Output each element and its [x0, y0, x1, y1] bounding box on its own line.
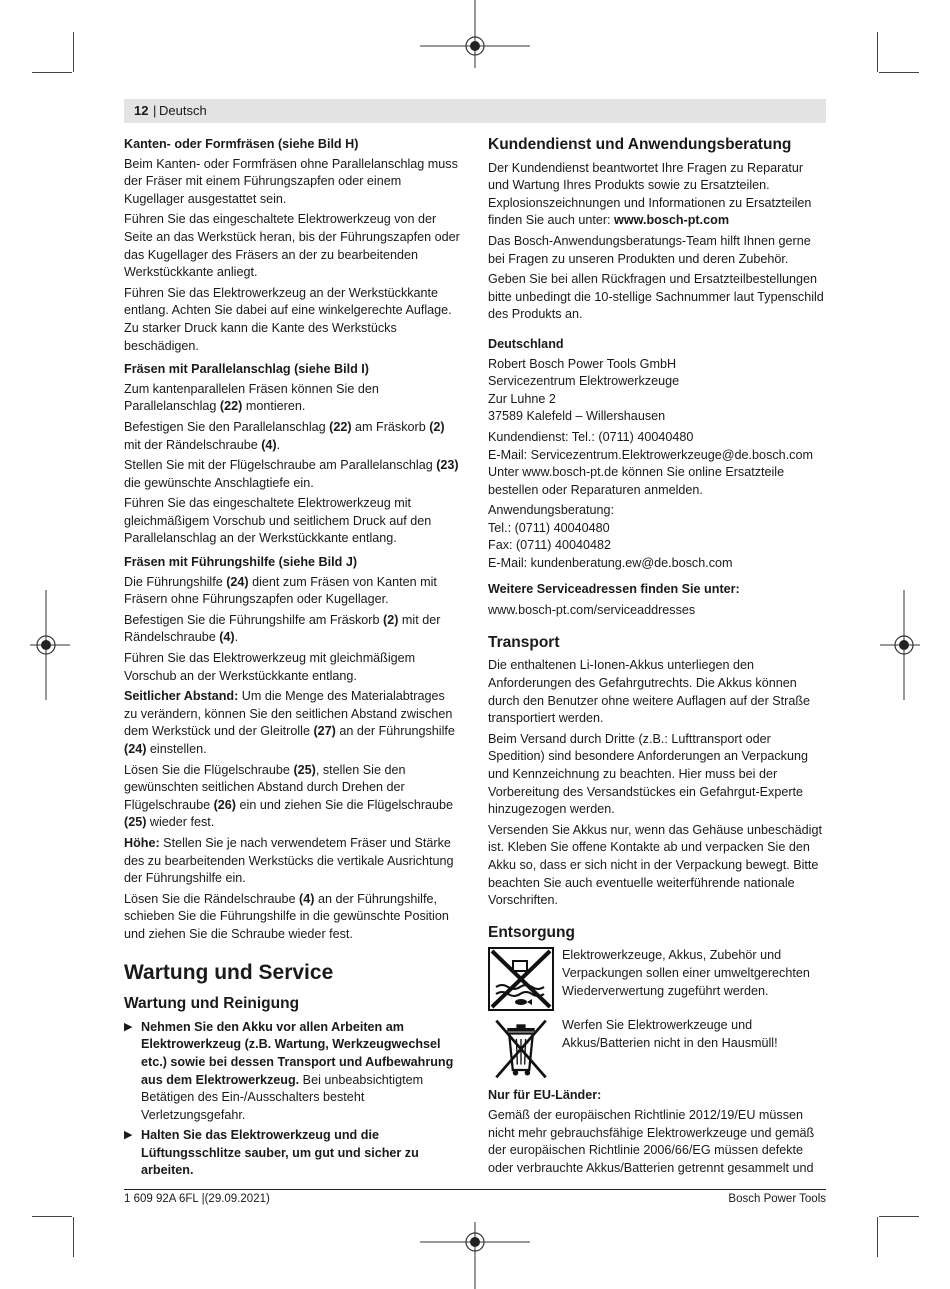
- paragraph: Geben Sie bei allen Rückfragen und Ersatzteilbestellungen bitte unbedingt die 10-stellige Sachnummer laut Typenschild des Produkts an.: [488, 272, 824, 322]
- paragraph: Zum kantenparallelen Fräsen können Sie den Parallelanschlag (22) montieren.: [124, 381, 379, 414]
- page-header: [124, 99, 826, 123]
- paragraph: Höhe: Stellen Sie je nach verwendetem Fräser und Stärke des zu bearbeitenden Werkstücks die vertikale Ausrichtung der Führungshilfe ein.: [124, 835, 454, 886]
- disposal-text: Werfen Sie Elektrowerkzeuge und Akkus/Batterien nicht in den Hausmüll!: [562, 1018, 778, 1050]
- header-language: Deutsch: [159, 103, 207, 118]
- footer-rule: [124, 1189, 826, 1190]
- no-sea-dumping-icon: [488, 947, 554, 1011]
- section-heading: Kanten- oder Formfräsen (siehe Bild H): [124, 137, 359, 151]
- section-heading: Fräsen mit Führungshilfe (siehe Bild J): [124, 555, 358, 570]
- paragraph: Befestigen Sie den Parallelanschlag (22) am Fräskorb (2) mit der Rändelschraube (4).: [124, 419, 445, 452]
- paragraph: Der Kundendienst beantwortet Ihre Fragen zu Reparatur und Wartung Ihres Produkts sowie zu Ersatzteilen. Explosionszeichnungen und Informationen zu Ersatzteilen finden Sie auch unter: www.bosch-pt.com: [488, 160, 812, 228]
- right-column: [488, 136, 824, 1180]
- paragraph: Die Führungshilfe (24) dient zum Fräsen von Kanten mit Fräsern ohne Führungszapfen oder Kugellager.: [124, 574, 437, 607]
- paragraph: Lösen Sie die Flügelschraube (25), stellen Sie den gewünschten seitlichen Abstand durch Drehen der Flügelschraube (26) ein und ziehen Sie die Flügelschraube (25) wieder fest.: [124, 762, 454, 830]
- doc-id: 1 609 92A 6FL: [124, 1193, 199, 1205]
- registration-mark-right: [880, 590, 920, 700]
- bullet-arrow-icon: ▶: [124, 1129, 133, 1142]
- service-url: www.bosch-pt.com/serviceaddresses: [488, 603, 696, 618]
- paragraph: Stellen Sie mit der Flügelschraube am Parallelanschlag (23) die gewünschte Anschlagtiefe ein.: [124, 458, 459, 490]
- contact-block: Kundendienst: Tel.: (0711) 40040480 E-Mail: Servicezentrum.Elektrowerkzeuge@de.bosch.com Unter www.bosch-pt.de können Sie online Ersatzteile bestellen oder Reparaturen anmelden.: [488, 429, 813, 497]
- paragraph: Führen Sie das eingeschaltete Elektrowerkzeug mit gleichmäßigem Vorschub und seitlichem Druck auf den Parallelanschlag an der Werkstückkante entlang.: [124, 496, 432, 546]
- header-separator: |: [153, 103, 157, 118]
- bullet-arrow-icon: ▶: [124, 1020, 133, 1033]
- left-column: [124, 136, 460, 1183]
- disposal-item: [488, 947, 824, 1011]
- address-block: Robert Bosch Power Tools GmbH Servicezentrum Elektrowerkzeuge Zur Luhne 2 37589 Kalefeld – Willershausen: [488, 356, 680, 424]
- chapter-heading: Wartung und Service: [124, 960, 334, 984]
- registration-mark-bottom: [420, 1222, 530, 1289]
- doc-date: (29.09.2021): [204, 1193, 270, 1205]
- section-heading: Entsorgung: [488, 923, 575, 941]
- section-heading: Weitere Serviceadressen finden Sie unter:: [488, 581, 740, 596]
- section-heading: Wartung und Reinigung: [124, 995, 300, 1013]
- paragraph: Führen Sie das Elektrowerkzeug mit gleichmäßigem Vorschub an der Werkstückkante entlang.: [124, 651, 416, 683]
- disposal-text: Elektrowerkzeuge, Akkus, Zubehör und Verpackungen sollen einer umweltgerechten Wiederverwertung zugeführt werden.: [562, 948, 810, 998]
- safety-bullet: ▶ Nehmen Sie den Akku vor allen Arbeiten am Elektrowerkzeug (z.B. Wartung, Werkzeugwechsel etc.) sowie bei dessen Transport und Aufbewahrung aus dem Elektrowerkzeug. Bei unbeabsichtigtem Betätigen des Ein-/Ausschalters besteht Verletzungsgefahr.: [124, 1019, 454, 1122]
- section-heading: Kundendienst und Anwendungsberatung: [488, 136, 792, 153]
- paragraph: Das Bosch-Anwendungsberatungs-Team hilft Ihnen gerne bei Fragen zu unseren Produkten und deren Zubehör.: [488, 233, 811, 266]
- registration-mark-top: [420, 0, 530, 70]
- paragraph: Lösen Sie die Rändelschraube (4) an der Führungshilfe, schieben Sie die Führungshilfe in die gewünschte Position und ziehen Sie die Schraube wieder fest.: [124, 891, 449, 941]
- safety-bullet: ▶ Halten Sie das Elektrowerkzeug und die Lüftungsschlitze sauber, um gut und sicher zu arbeiten.: [124, 1128, 419, 1178]
- disposal-item: [488, 1017, 824, 1081]
- footer-separator: |: [201, 1193, 205, 1205]
- crossed-bin-icon: [488, 1017, 554, 1081]
- paragraph: Versenden Sie Akkus nur, wenn das Gehäuse unbeschädigt ist. Kleben Sie offene Kontakte ab und verpacken Sie den Akku so, dass er sich nicht in der Verpackung bewegt. Bitte beachten Sie auch eventuelle weiterführende nationale Vorschriften.: [488, 822, 822, 908]
- footer-brand: Bosch Power Tools: [728, 1193, 826, 1205]
- link-url: www.bosch-pt.com: [614, 213, 730, 228]
- section-heading: Fräsen mit Parallelanschlag (siehe Bild I): [124, 362, 369, 377]
- page-number: 12: [134, 103, 149, 118]
- country-heading: Deutschland: [488, 336, 564, 351]
- paragraph: Beim Versand durch Dritte (z.B.: Lufttransport oder Spedition) sind besondere Anforderungen an Verpackung und Kennzeichnung zu beachten. Hier muss bei der Vorbereitung des Versandstückes ein Gefahrgut-Experte hinzugezogen werden.: [488, 731, 808, 817]
- consulting-block: Anwendungsberatung: Tel.: (0711) 40040480 Fax: (0711) 40040482 E-Mail: kundenberatung.ew@de.bosch.com: [488, 503, 733, 571]
- registration-mark-left: [30, 590, 70, 700]
- footer-left: [124, 1191, 270, 1207]
- paragraph: Seitlicher Abstand: Um die Menge des Materialabtrages zu verändern, können Sie den seitlichen Abstand zwischen dem Werkstück und der Gleitrolle (27) an der Führungshilfe (24) einstellen.: [124, 689, 455, 756]
- paragraph: Befestigen Sie die Führungshilfe am Fräskorb (2) mit der Rändelschraube (4).: [124, 612, 441, 645]
- paragraph: Beim Kanten- oder Formfräsen ohne Parallelanschlag muss der Fräser mit einem Führungszapfen oder einem Kugellager ausgestattet sein.: [124, 156, 458, 206]
- paragraph: Die enthaltenen Li-Ionen-Akkus unterliegen den Anforderungen des Gefahrgutrechts. Die Akkus können durch den Benutzer ohne weitere Auflagen auf der Straße transportiert werden.: [488, 658, 811, 726]
- section-heading: Transport: [488, 633, 560, 651]
- paragraph: Führen Sie das Elektrowerkzeug an der Werkstückkante entlang. Achten Sie dabei auf eine winkelgerechte Auflage. Zu starker Druck kann die Kante des Werkstücks beschädigen.: [124, 285, 452, 353]
- paragraph: Gemäß der europäischen Richtlinie 2012/19/EU müssen nicht mehr gebrauchsfähige Elektrowerkzeuge und gemäß der europäischen Richtlinie 2006/66/EG müssen defekte oder verbrauchte Akkus/Batterien getrennt gesammelt und: [488, 1107, 815, 1175]
- paragraph: Führen Sie das eingeschaltete Elektrowerkzeug von der Seite an das Werkstück heran, bis der Führungszapfen oder das Kugellager des Fräsers an der zu bearbeitenden Werkstückkante anliegt.: [124, 212, 460, 280]
- section-heading: Nur für EU-Länder:: [488, 1088, 602, 1103]
